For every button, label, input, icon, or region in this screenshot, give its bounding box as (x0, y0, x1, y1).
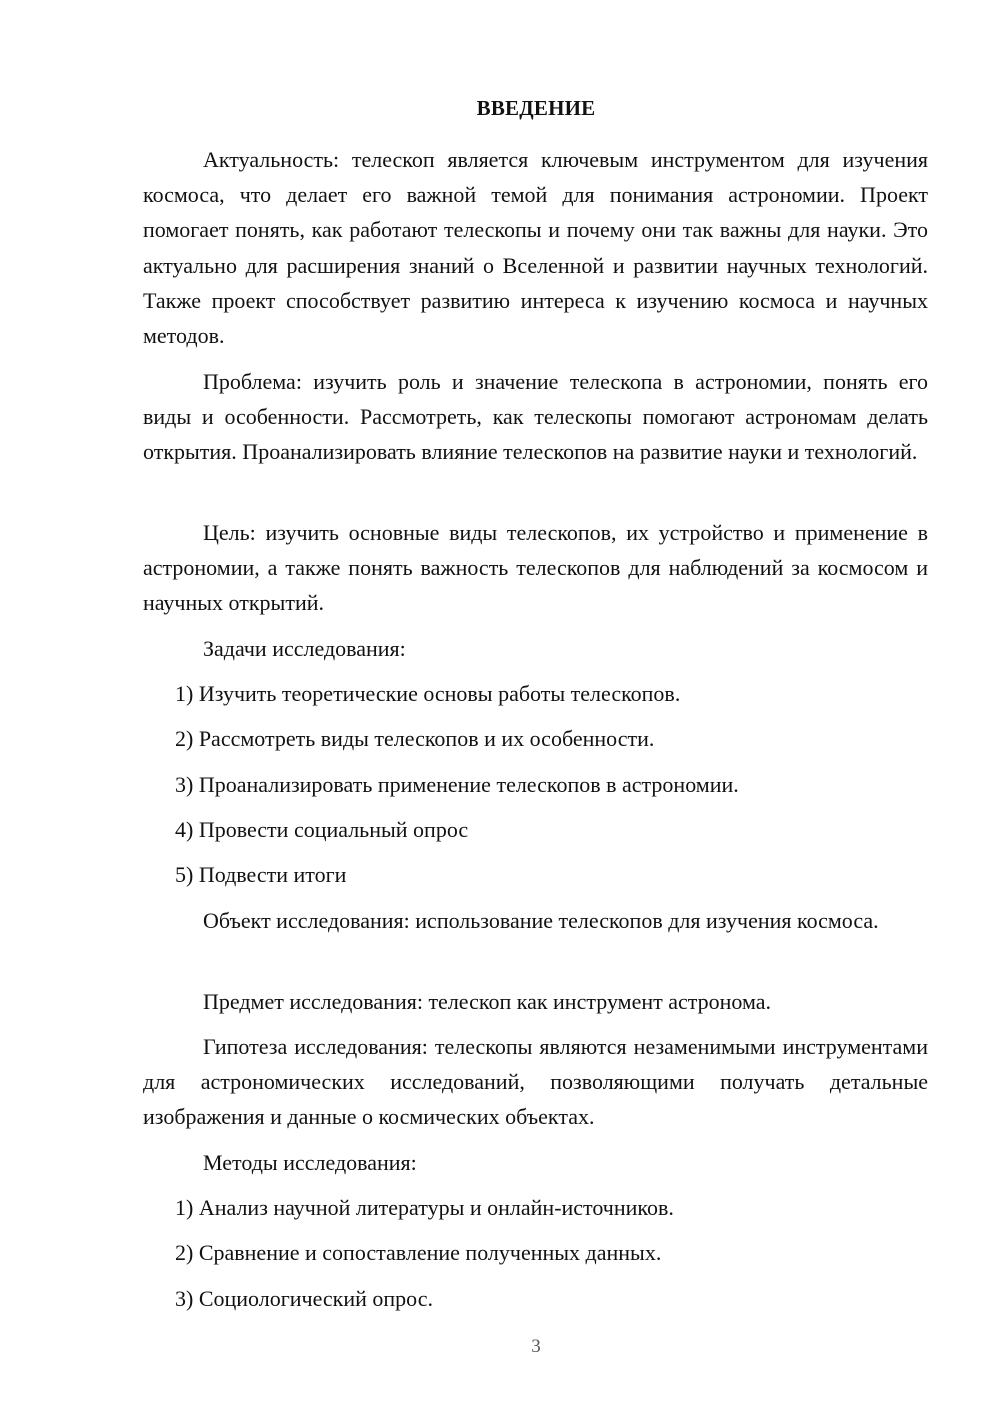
paragraph-goal: Цель: изучить основные виды телескопов, их устройство и применение в астрономии, а также понять важность телескопов для наблюдений за космосом и научных открытий. (143, 520, 928, 616)
method-item-3: 3) Социологический опрос. (175, 1286, 433, 1311)
task-item-3: 3) Проанализировать применение телескопов в астрономии. (175, 772, 739, 797)
paragraph-problem: Проблема: изучить роль и значение телескопа в астрономии, понять его виды и особенности. Рассмотреть, как телескопы помогают астрономам делать открытия. Проанализировать влияние телескопов на развитие науки и технологий. (143, 369, 928, 465)
task-item-4: 4) Провести социальный опрос (175, 817, 469, 842)
paragraph-relevance: Актуальность: телескоп является ключевым инструментом для изучения космоса, что делает его важной темой для понимания астрономии. Проект помогает понять, как работают телескопы и почему они так важны для науки. Это актуально для расширения знаний о Вселенной и развитии научных технологий. Также проект способствует развитию интереса к изучению космоса и научных методов. (143, 147, 928, 349)
page-number: 3 (531, 1336, 541, 1357)
task-item-5: 5) Подвести итоги (175, 862, 347, 887)
paragraph-hypothesis: Гипотеза исследования: телескопы являются незаменимыми инструментами для астрономических исследований, позволяющими получать детальные изображения и данные о космических объектах. (143, 1034, 928, 1130)
task-item-2: 2) Рассмотреть виды телескопов и их особенности. (175, 726, 655, 751)
method-item-2: 2) Сравнение и сопоставление полученных данных. (175, 1240, 662, 1265)
method-item-1: 1) Анализ научной литературы и онлайн-источников. (175, 1195, 674, 1220)
tasks-heading: Задачи исследования: (203, 636, 406, 661)
task-item-1: 1) Изучить теоретические основы работы телескопов. (175, 681, 681, 706)
methods-heading: Методы исследования: (203, 1150, 417, 1175)
paragraph-object: Объект исследования: использование телескопов для изучения космоса. (203, 908, 879, 933)
page-title: ВВЕДЕНИЕ (476, 96, 596, 120)
paragraph-subject: Предмет исследования: телескоп как инструмент астронома. (203, 989, 772, 1014)
